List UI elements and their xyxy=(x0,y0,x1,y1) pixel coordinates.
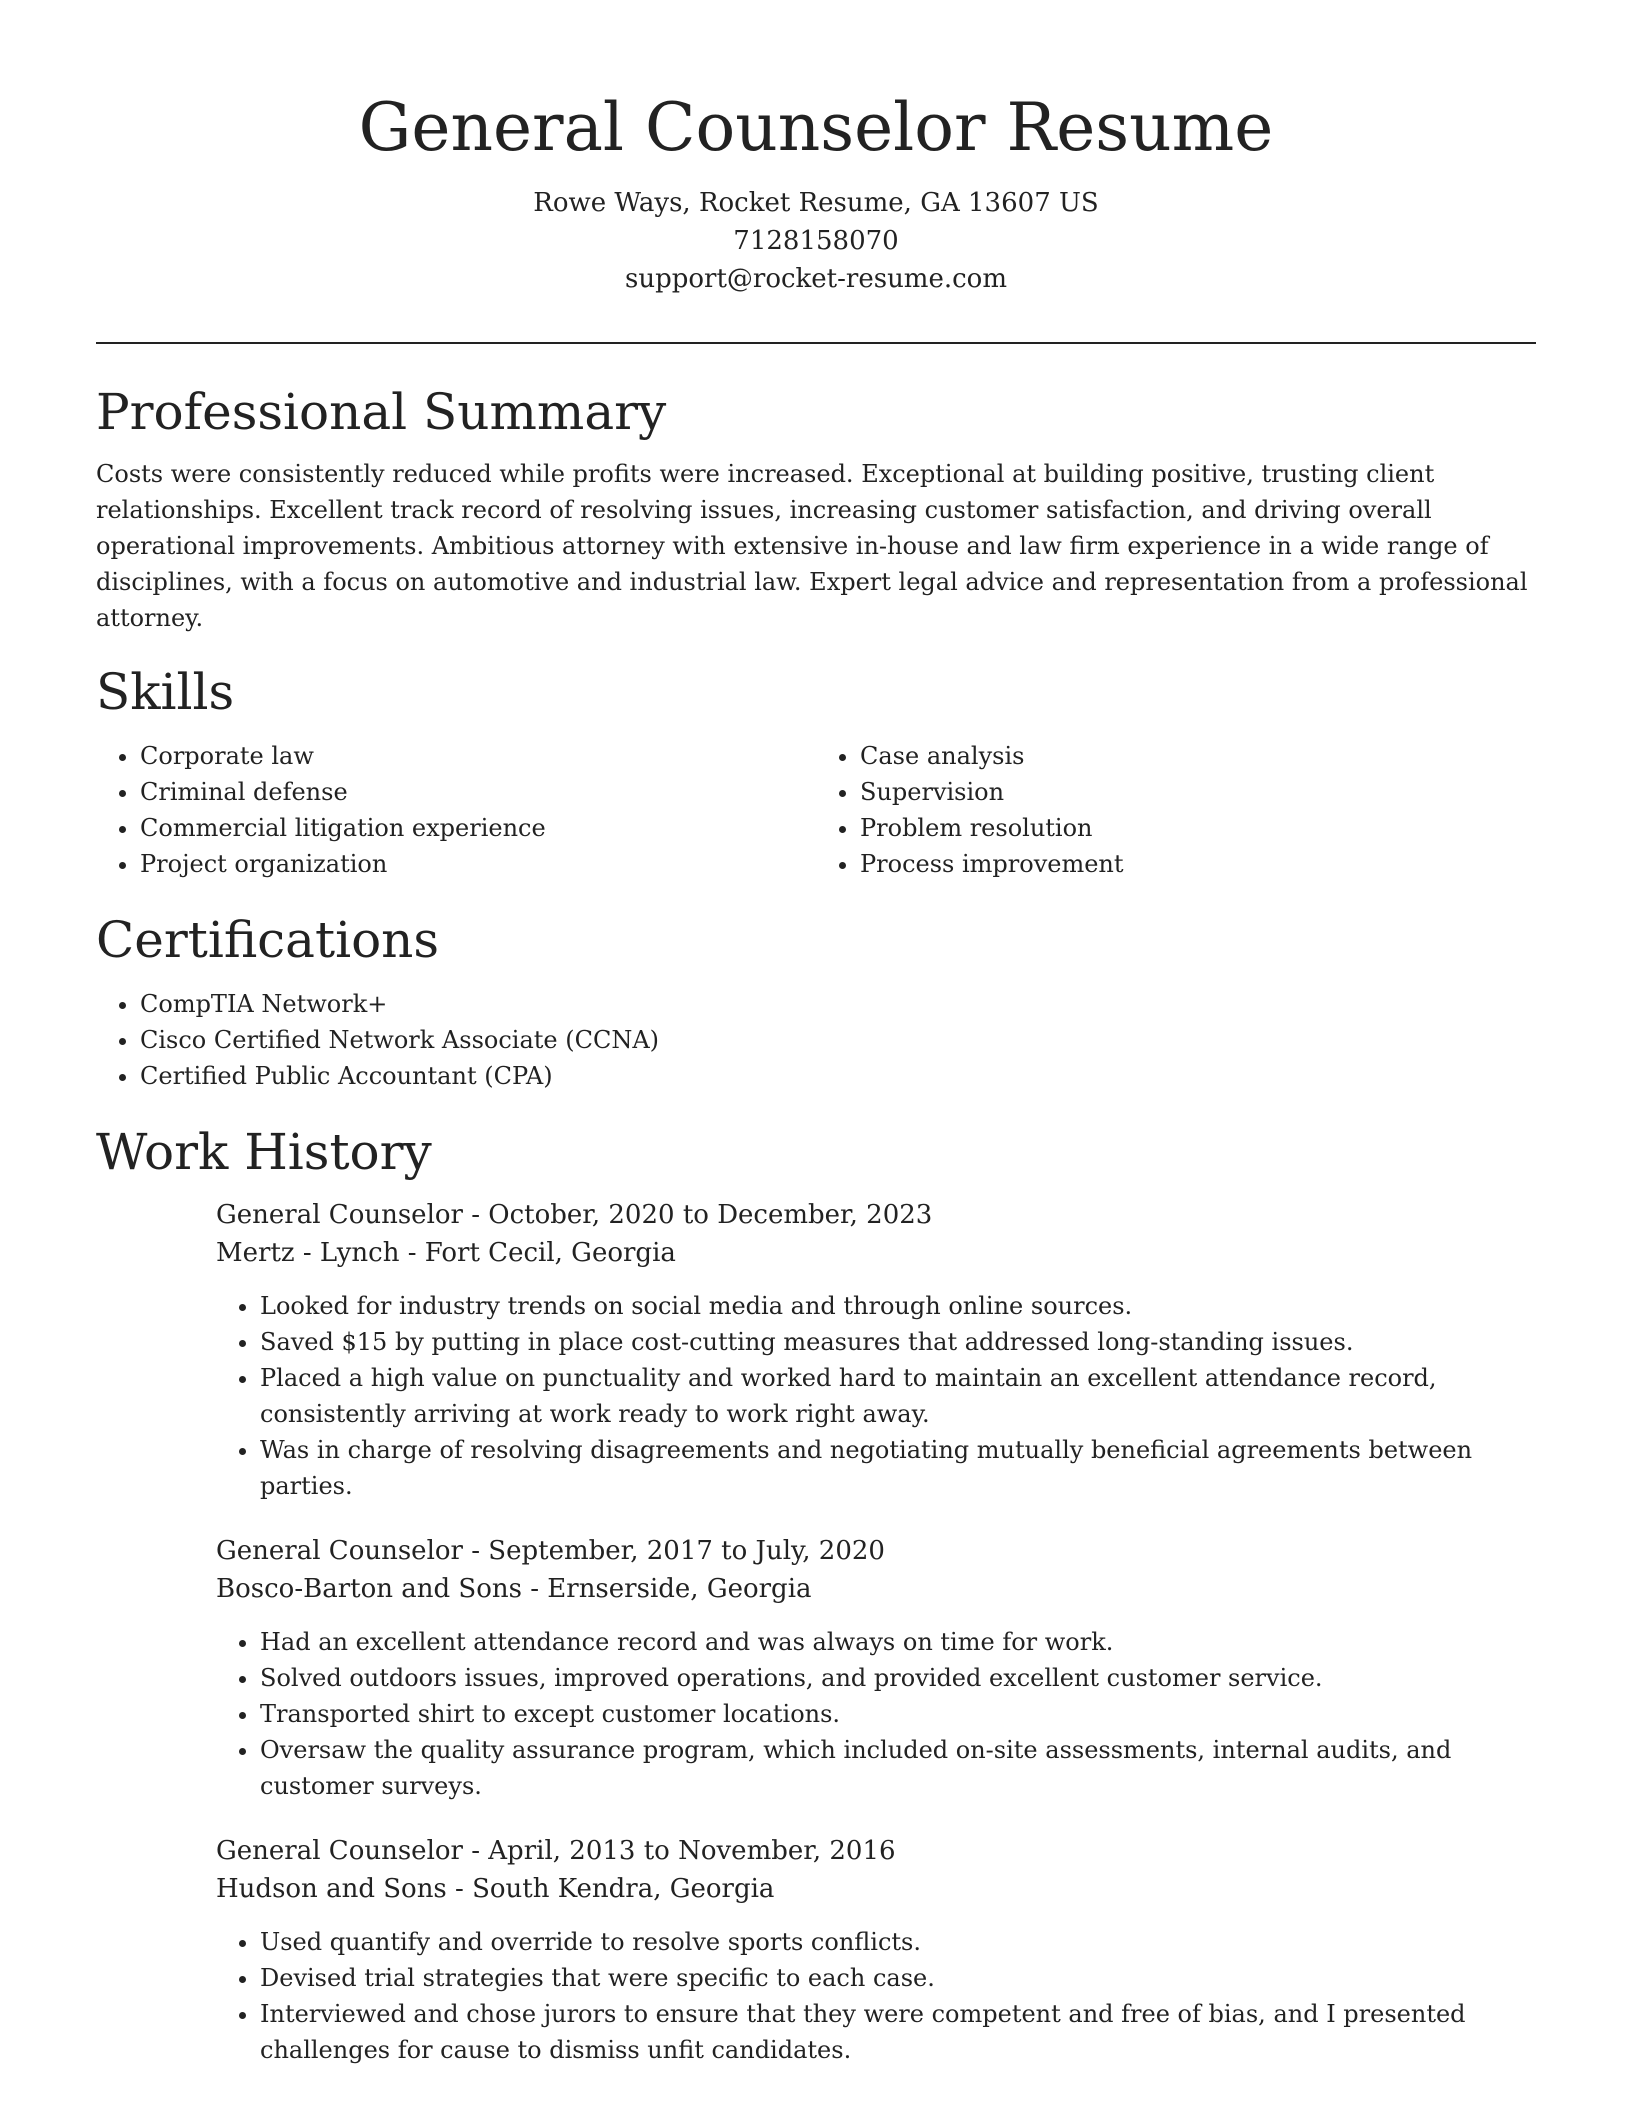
certification-item: • Certified Public Accountant (CPA) xyxy=(140,1058,1536,1094)
certifications-list xyxy=(96,986,1536,1094)
skill-item: • Corporate law xyxy=(140,738,816,774)
job-title-line xyxy=(216,1532,1536,1570)
contact-address: Rowe Ways, Rocket Resume, GA 13607 US xyxy=(533,188,1099,218)
job-bullet: • Solved outdoors issues, improved operations, and provided excellent customer service. xyxy=(260,1660,1536,1696)
job-dates: - September, 2017 to July, 2020 xyxy=(462,1536,885,1566)
job-bullet: • Transported shirt to except customer locations. xyxy=(260,1696,1536,1732)
job-bullet: • Placed a high value on punctuality and worked hard to maintain an excellent attendance record, consistently arriving at work ready to work right away. xyxy=(260,1360,1536,1432)
job-bullet: • Saved $15 by putting in place cost-cutting measures that addressed long-standing issues. xyxy=(260,1324,1536,1360)
page-title: General Counselor Resume xyxy=(358,89,1274,166)
skill-item: • Project organization xyxy=(140,846,816,882)
skill-item: • Supervision xyxy=(860,774,1536,810)
job-title: General Counselor xyxy=(216,1200,463,1230)
job-entry xyxy=(216,1832,1536,2068)
job-title-line xyxy=(216,1196,1536,1234)
skill-item: • Process improvement xyxy=(860,846,1536,882)
job-bullet: • Had an excellent attendance record and was always on time for work. xyxy=(260,1624,1536,1660)
job-title-line xyxy=(216,1832,1536,1870)
work-history-section xyxy=(96,1120,1536,2068)
skills-list xyxy=(96,738,1536,882)
job-company: Hudson and Sons xyxy=(216,1874,447,1904)
job-dates: - April, 2013 to November, 2016 xyxy=(462,1836,896,1866)
job-title: General Counselor xyxy=(216,1836,463,1866)
job-bullet: • Used quantify and override to resolve sports conflicts. xyxy=(260,1924,1536,1960)
skills-column-right xyxy=(816,738,1536,882)
job-location: - Ernserside, Georgia xyxy=(521,1574,812,1604)
contact-phone: 7128158070 xyxy=(733,226,899,256)
job-entry xyxy=(216,1196,1536,1504)
job-bullet: • Looked for industry trends on social media and through online sources. xyxy=(260,1288,1536,1324)
header-divider xyxy=(96,342,1536,344)
contact-block xyxy=(0,184,1632,298)
job-company: Bosco-Barton and Sons xyxy=(216,1574,522,1604)
job-location: - Fort Cecil, Georgia xyxy=(399,1238,676,1268)
job-bullet: • Devised trial strategies that were specific to each case. xyxy=(260,1960,1536,1996)
job-bullets xyxy=(216,1288,1536,1504)
resume-body xyxy=(96,380,1536,2096)
job-bullets xyxy=(216,1924,1536,2068)
resume-header xyxy=(0,0,1632,298)
job-entry xyxy=(216,1532,1536,1804)
certifications-heading: Certifications xyxy=(96,911,440,969)
summary-text: Costs were consistently reduced while profits were increased. Exceptional at building positive, trusting client relationships. Excellent track record of resolving issues, increasing customer satisfaction, and driving overall operational improvements. Ambitious attorney with extensive in-house and law firm experience in a wide range of disciplines, with a focus on automotive and industrial law. Expert legal advice and representation from a professional attorney. xyxy=(96,460,1528,632)
job-company-line xyxy=(216,1234,1536,1272)
skills-column-left xyxy=(96,738,816,882)
skill-item: • Problem resolution xyxy=(860,810,1536,846)
contact-email: support@rocket-resume.com xyxy=(624,264,1007,294)
job-bullet: • Was in charge of resolving disagreements and negotiating mutually beneficial agreements between parties. xyxy=(260,1432,1536,1504)
job-bullets xyxy=(216,1624,1536,1804)
job-bullet: • Interviewed and chose jurors to ensure that they were competent and free of bias, and I presented challenges for cause to dismiss unfit candidates. xyxy=(260,1996,1536,2068)
job-dates: - October, 2020 to December, 2023 xyxy=(462,1200,933,1230)
skills-heading: Skills xyxy=(96,663,235,721)
job-bullet: • Oversaw the quality assurance program, which included on-site assessments, internal audits, and customer surveys. xyxy=(260,1732,1536,1804)
certification-item: • CompTIA Network+ xyxy=(140,986,1536,1022)
skill-item: • Case analysis xyxy=(860,738,1536,774)
certification-item: • Cisco Certified Network Associate (CCNA) xyxy=(140,1022,1536,1058)
job-location: - South Kendra, Georgia xyxy=(446,1874,775,1904)
skills-section xyxy=(96,660,1536,882)
job-company-line xyxy=(216,1570,1536,1608)
summary-heading: Professional Summary xyxy=(96,383,667,441)
job-company-line xyxy=(216,1870,1536,1908)
skill-item: • Commercial litigation experience xyxy=(140,810,816,846)
certifications-section xyxy=(96,908,1536,1094)
work-history-heading: Work History xyxy=(96,1123,432,1181)
job-title: General Counselor xyxy=(216,1536,463,1566)
skill-item: • Criminal defense xyxy=(140,774,816,810)
summary-section xyxy=(96,380,1536,636)
job-company: Mertz - Lynch xyxy=(216,1238,400,1268)
